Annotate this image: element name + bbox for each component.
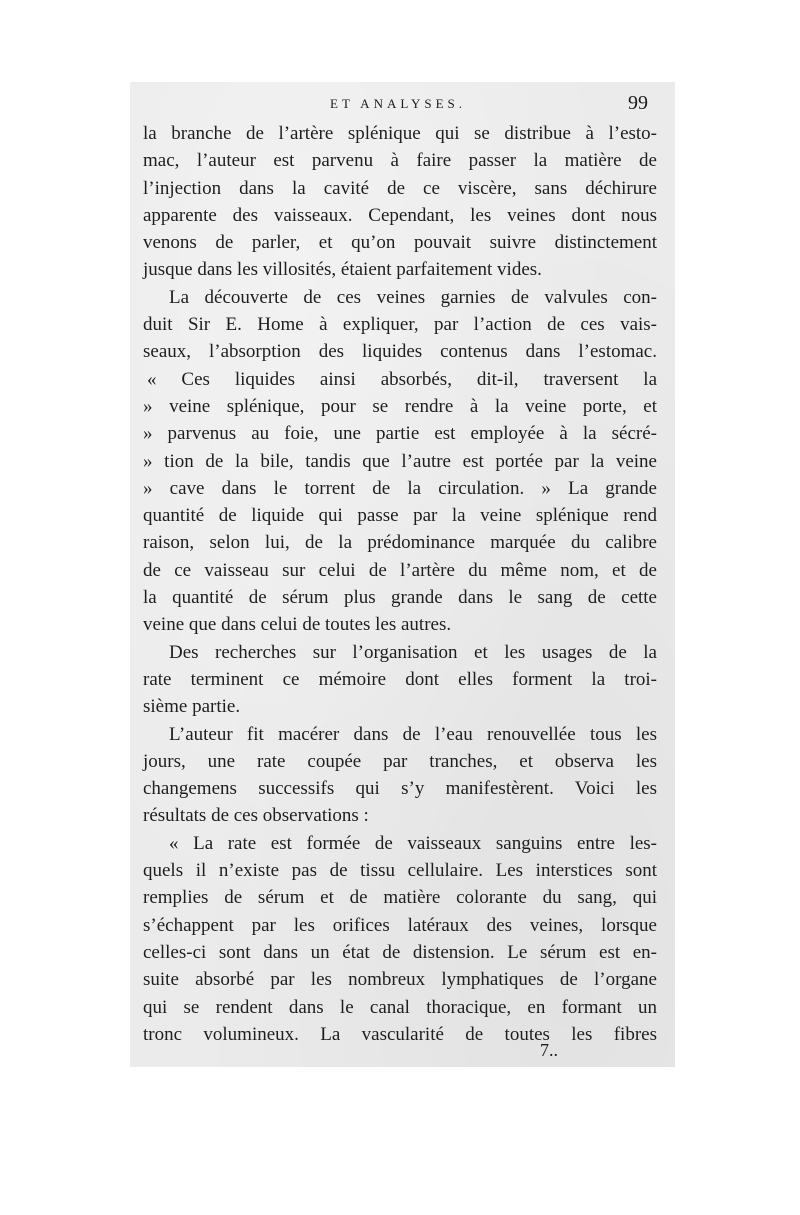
text-line: s’échappent par les orifices latéraux des veines, lorsque bbox=[143, 914, 657, 936]
text-line: qui se rendent dans le canal thoracique, en formant un bbox=[143, 996, 657, 1018]
page-number: 99 bbox=[628, 92, 648, 114]
text-line: suite absorbé par les nombreux lymphatiques de l’organe bbox=[143, 969, 657, 991]
text-line: « Ces liquides ainsi absorbés, dit-il, traversent la bbox=[147, 368, 657, 390]
text-line: rate terminent ce mémoire dont elles forment la troi- bbox=[143, 668, 657, 690]
text-line: » parvenus au foie, une partie est employée à la sécré- bbox=[143, 423, 657, 445]
text-line: veine que dans celui de toutes les autres. bbox=[143, 614, 452, 636]
body-text bbox=[143, 120, 657, 1048]
text-line: résultats de ces observations : bbox=[143, 805, 369, 827]
text-line: Des recherches sur l’organisation et les usages de la bbox=[169, 641, 657, 663]
text-line: L’auteur fit macérer dans de l’eau renouvellée tous les bbox=[169, 723, 657, 745]
text-line: seaux, l’absorption des liquides contenus dans l’estomac. bbox=[143, 341, 657, 363]
text-line: « La rate est formée de vaisseaux sanguins entre les- bbox=[169, 832, 657, 854]
text-line: la branche de l’artère splénique qui se distribue à l’esto- bbox=[143, 123, 657, 144]
text-line: jusque dans les villosités, étaient parfaitement vides. bbox=[143, 259, 542, 281]
running-title: ET ANALYSES. bbox=[330, 96, 467, 111]
text-line: » cave dans le torrent de la circulation. » La grande bbox=[143, 477, 657, 499]
signature-mark: 7.. bbox=[540, 1040, 558, 1060]
text-line: mac, l’auteur est parvenu à faire passer la matière de bbox=[143, 150, 657, 172]
text-line: celles-ci sont dans un état de distension. Le sérum est en- bbox=[143, 941, 657, 963]
text-line: remplies de sérum et de matière colorante du sang, qui bbox=[143, 887, 657, 909]
text-line: sième partie. bbox=[143, 696, 241, 718]
text-line: raison, selon lui, de la prédominance marquée du calibre bbox=[143, 532, 657, 554]
text-line: de ce vaisseau sur celui de l’artère du même nom, et de bbox=[143, 559, 657, 581]
text-line: venons de parler, et qu’on pouvait suivre distinctement bbox=[143, 232, 657, 254]
text-line: tronc volumineux. La vascularité de toutes les fibres bbox=[143, 1023, 657, 1045]
text-line: l’injection dans la cavité de ce viscère, sans déchirure bbox=[143, 177, 657, 199]
text-line: duit Sir E. Home à expliquer, par l’action de ces vais- bbox=[143, 314, 657, 336]
text-line: » veine splénique, pour se rendre à la veine porte, et bbox=[143, 395, 657, 417]
text-line: jours, une rate coupée par tranches, et observa les bbox=[143, 750, 657, 772]
text-line: La découverte de ces veines garnies de valvules con- bbox=[169, 286, 657, 308]
text-line: changemens successifs qui s’y manifestèrent. Voici les bbox=[143, 778, 657, 800]
text-line: quels il n’existe pas de tissu cellulaire. Les interstices sont bbox=[143, 860, 657, 882]
text-line: apparente des vaisseaux. Cependant, les veines dont nous bbox=[143, 204, 657, 226]
text-line: » tion de la bile, tandis que l’autre est portée par la veine bbox=[143, 450, 657, 472]
text-line: la quantité de sérum plus grande dans le sang de cette bbox=[143, 587, 657, 609]
text-line: quantité de liquide qui passe par la veine splénique rend bbox=[143, 505, 657, 527]
